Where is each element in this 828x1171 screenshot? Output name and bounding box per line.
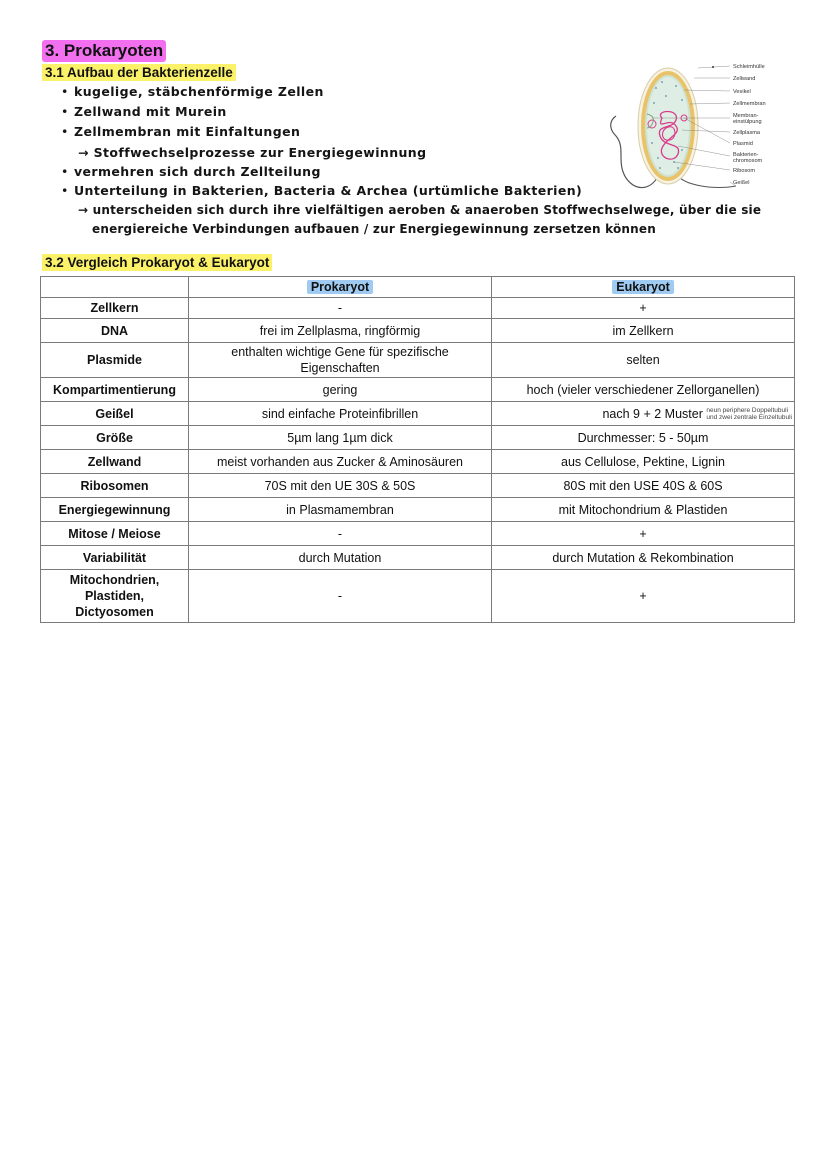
table-row <box>41 319 795 343</box>
table-row <box>41 378 795 402</box>
table-row <box>41 474 795 498</box>
table-row <box>41 546 795 570</box>
diagram-label: Plasmid <box>733 141 753 147</box>
table-row <box>41 450 795 474</box>
row-label: Mitose / Meiose <box>41 522 189 546</box>
row-label: Ribosomen <box>41 474 189 498</box>
table-header-eukaryot: Eukaryot <box>612 280 674 294</box>
cell-prokaryot: enthalten wichtige Gene für spezifische Eigenschaften <box>189 343 492 378</box>
comparison-table <box>40 276 795 623</box>
cell-prokaryot: - <box>189 570 492 623</box>
cell-prokaryot: - <box>189 522 492 546</box>
geissel-footnote: neun periphere Doppeltubuli und zwei zentrale Einzeltubuli <box>706 407 792 422</box>
diagram-label: Bakterien- <box>733 152 759 158</box>
cell-prokaryot: 70S mit den UE 30S & 50S <box>189 474 492 498</box>
note-line: → Stoffwechselprozesse zur Energiegewinnung <box>78 145 427 160</box>
note-line: → unterscheiden sich durch ihre vielfältigen aeroben & anaeroben Stoffwechselwege, über die sie <box>78 203 762 217</box>
cell-eukaryot: Durchmesser: 5 - 50µm <box>492 426 795 450</box>
diagram-label: einstülpung <box>733 119 762 125</box>
table-row <box>41 522 795 546</box>
row-label: Geißel <box>41 402 189 426</box>
diagram-label: Geißel <box>733 180 750 186</box>
cell-prokaryot: meist vorhanden aus Zucker & Aminosäuren <box>189 450 492 474</box>
table-row <box>41 498 795 522</box>
note-line: • Zellwand mit Murein <box>74 104 227 119</box>
row-label: Energiegewinnung <box>41 498 189 522</box>
cell-prokaryot: sind einfache Proteinfibrillen <box>189 402 492 426</box>
table-row <box>41 426 795 450</box>
cell-eukaryot: 80S mit den USE 40S & 60S <box>492 474 795 498</box>
geissel-eukaryot-text: nach 9 + 2 Muster <box>602 406 703 421</box>
section-heading-aufbau: 3.1 Aufbau der Bakterienzelle <box>42 64 236 81</box>
row-label: DNA <box>41 319 189 343</box>
section-heading-vergleich: 3.2 Vergleich Prokaryot & Eukaryot <box>42 254 272 271</box>
cell-prokaryot: durch Mutation <box>189 546 492 570</box>
note-line: • Unterteilung in Bakterien, Bacteria & Archea (urtümliche Bakterien) <box>74 183 582 198</box>
cell-eukaryot: im Zellkern <box>492 319 795 343</box>
table-row <box>41 343 795 378</box>
note-line: • vermehren sich durch Zellteilung <box>74 164 321 179</box>
diagram-label: Ribosom <box>733 168 756 174</box>
cell-prokaryot: - <box>189 298 492 319</box>
cell-prokaryot: frei im Zellplasma, ringförmig <box>189 319 492 343</box>
cell-eukaryot <box>492 402 795 426</box>
diagram-label: chromosom <box>733 158 763 164</box>
cell-eukaryot: + <box>492 522 795 546</box>
cell-eukaryot: aus Cellulose, Pektine, Lignin <box>492 450 795 474</box>
diagram-label: Schleimhülle <box>733 64 765 70</box>
cell-eukaryot: durch Mutation & Rekombination <box>492 546 795 570</box>
cell-eukaryot: mit Mitochondrium & Plastiden <box>492 498 795 522</box>
row-label: Mitochondrien, Plastiden, Dictyosomen <box>41 570 189 623</box>
diagram-label: Zellwand <box>733 76 756 82</box>
table-header-row <box>41 277 795 298</box>
table-row <box>41 298 795 319</box>
row-label: Variabilität <box>41 546 189 570</box>
note-line: • kugelige, stäbchenförmige Zellen <box>74 84 324 99</box>
table-row <box>41 402 795 426</box>
cell-eukaryot: hoch (vieler verschiedener Zellorganellen) <box>492 378 795 402</box>
cell-eukaryot: + <box>492 298 795 319</box>
cell-prokaryot: in Plasmamembran <box>189 498 492 522</box>
row-label: Zellkern <box>41 298 189 319</box>
diagram-label: Membran- <box>733 113 759 119</box>
row-label: Größe <box>41 426 189 450</box>
page-title: 3. Prokaryoten <box>42 40 166 62</box>
table-header-prokaryot: Prokaryot <box>307 280 373 294</box>
diagram-label: Vesikel <box>733 89 751 95</box>
cell-eukaryot: + <box>492 570 795 623</box>
cell-eukaryot: selten <box>492 343 795 378</box>
row-label: Zellwand <box>41 450 189 474</box>
table-row <box>41 570 795 623</box>
note-line: energiereiche Verbindungen aufbauen / zur Energiegewinnung zersetzen können <box>92 222 656 236</box>
cell-prokaryot: gering <box>189 378 492 402</box>
table-header-empty <box>41 277 189 298</box>
note-line: • Zellmembran mit Einfaltungen <box>74 124 300 139</box>
bacterial-cell-diagram <box>596 58 796 198</box>
diagram-label: Zellplasma <box>733 130 761 136</box>
row-label: Kompartimentierung <box>41 378 189 402</box>
cell-prokaryot: 5µm lang 1µm dick <box>189 426 492 450</box>
diagram-label: Zellmembran <box>733 101 766 107</box>
row-label: Plasmide <box>41 343 189 378</box>
